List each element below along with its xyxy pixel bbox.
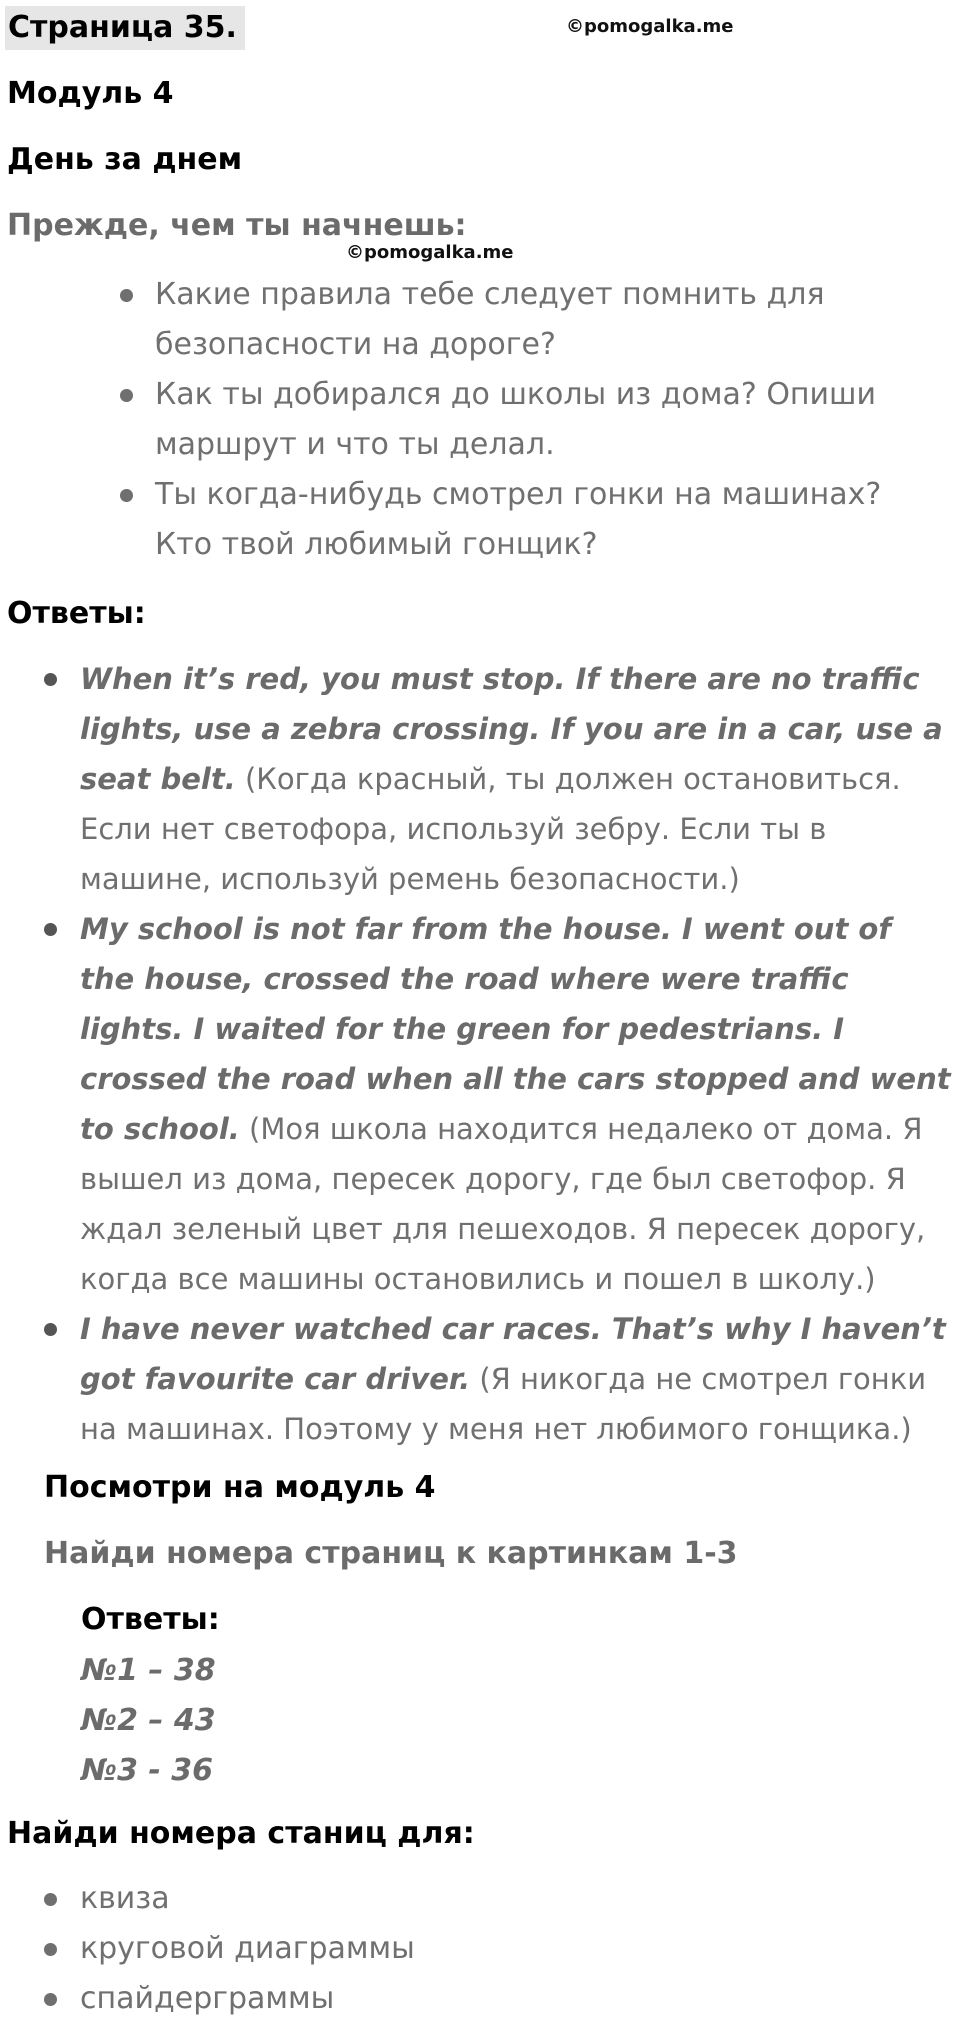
before-start-heading: Прежде, чем ты начнешь: xyxy=(7,208,467,243)
look-module-heading: Посмотри на модуль 4 xyxy=(44,1470,436,1505)
answer-english: When it’s red, you must stop. If there are no traffic lights, use a zebra crossing. If you are in a car, use a seat belt. xyxy=(80,662,943,796)
list-item: квиза xyxy=(42,1874,742,1924)
list-item: Какие правила тебе следует помнить для безопасности на дороге? xyxy=(118,270,938,370)
watermark-mid: ©pomogalka.me xyxy=(346,242,514,263)
page-answer: №1 – 38 xyxy=(81,1653,216,1688)
answers-heading: Ответы: xyxy=(7,596,146,631)
page-answer: №2 – 43 xyxy=(81,1703,216,1738)
lesson-heading: День за днем xyxy=(7,142,243,177)
answer-translation: (Я никогда не смотрел гонки на машинах. Поэтому у меня нет любимого гонщика.) xyxy=(80,1362,927,1446)
list-item: спайдерграммы xyxy=(42,1974,742,2024)
watermark-top: ©pomogalka.me xyxy=(566,16,734,37)
page-answer: №3 - 36 xyxy=(81,1753,214,1788)
list-item xyxy=(42,904,954,1304)
list-item: Ты когда-нибудь смотрел гонки на машинах? Кто твой любимый гонщик? xyxy=(118,470,938,570)
find-pages-list xyxy=(42,1874,742,2024)
list-item xyxy=(42,654,954,904)
answer-english: I have never watched car races. That’s why I haven’t got favourite car driver. xyxy=(80,1312,946,1396)
answer-english: My school is not far from the house. I went out of the house, crossed the road where were traffic lights. I waited for the green for pedestrians. I crossed the road when all the cars stopped and went to school. xyxy=(80,912,951,1146)
find-pages-heading: Найди номера станиц для: xyxy=(7,1816,475,1851)
question-list xyxy=(118,270,938,570)
list-item: круговой диаграммы xyxy=(42,1924,742,1974)
look-module-task: Найди номера страниц к картинкам 1-3 xyxy=(44,1536,738,1571)
list-item xyxy=(42,1304,954,1454)
page-title: Страница 35. xyxy=(5,6,245,50)
answer-translation: (Моя школа находится недалеко от дома. Я вышел из дома, пересек дорогу, где был светофор. Я ждал зеленый цвет для пешеходов. Я пересек дорогу, когда все машины остановились и пошел в школу.) xyxy=(80,1112,926,1296)
answer-list xyxy=(42,654,954,1454)
look-module-answers-heading: Ответы: xyxy=(81,1602,220,1637)
list-item: Как ты добирался до школы из дома? Опиши маршрут и что ты делал. xyxy=(118,370,938,470)
module-heading: Модуль 4 xyxy=(7,76,174,111)
answer-translation: (Когда красный, ты должен остановиться. Если нет светофора, используй зебру. Если ты в машине, используй ремень безопасности.) xyxy=(80,762,901,896)
